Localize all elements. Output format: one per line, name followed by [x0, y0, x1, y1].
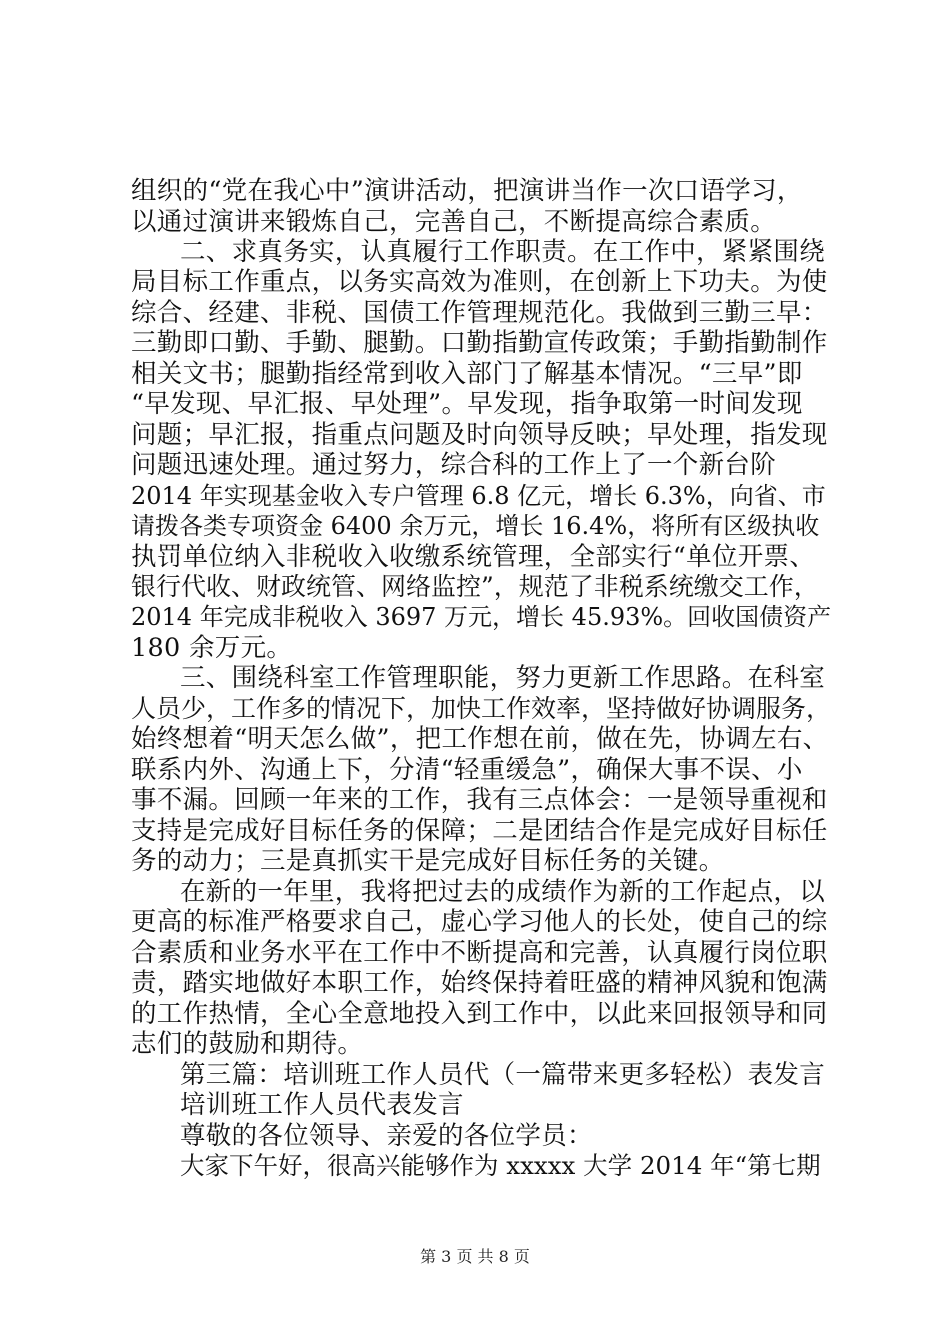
- text-line: 银行代收、财政统管、网络监控”，规范了非税系统缴交工作，: [131, 572, 819, 601]
- text-line: 二、求真务实，认真履行工作职责。在工作中，紧紧围绕: [180, 237, 826, 267]
- text-line: 2014 年实现基金收入专户管理 6.8 亿元，增长 6.3%，向省、市: [131, 482, 826, 510]
- text-line: 务的动力；三是真抓实干是完成好目标任务的关键。: [131, 846, 725, 876]
- text-line: “早发现、早汇报、早处理”。早发现，指争取第一时间发现: [131, 389, 803, 419]
- text-line: 问题迅速处理。通过努力，综合科的工作上了一个新台阶: [131, 450, 777, 480]
- text-line: 2014 年完成非税收入 3697 万元，增长 45.93%。回收国债资产: [131, 603, 832, 631]
- text-line: 志们的鼓励和期待。: [131, 1029, 364, 1059]
- text-line: 180 余万元。: [131, 633, 293, 663]
- section-heading: 第三篇：培训班工作人员代（一篇带来更多轻松）表发言: [180, 1060, 826, 1090]
- text-line: 三勤即口勤、手勤、腿勤。口勤指勤宣传政策；手勤指勤制作: [131, 328, 828, 358]
- text-line: 执罚单位纳入非税收入收缴系统管理，全部实行“单位开票、: [131, 542, 816, 572]
- text-line: 局目标工作重点，以务实高效为准则，在创新上下功夫。为使: [131, 267, 828, 297]
- text-line: 更高的标准严格要求自己，虚心学习他人的长处，使自己的综: [131, 907, 828, 937]
- text-line: 的工作热情，全心全意地投入到工作中，以此来回报领导和同: [131, 999, 828, 1029]
- speech-title: 培训班工作人员代表发言: [180, 1090, 464, 1120]
- text-line: 合素质和业务水平在工作中不断提高和完善，认真履行岗位职: [131, 938, 828, 968]
- text-line: 相关文书；腿勤指经常到收入部门了解基本情况。“三早”即: [131, 359, 803, 389]
- text-line: 以通过演讲来锻炼自己，完善自己，不断提高综合素质。: [131, 207, 777, 237]
- text-line: 请拨各类专项资金 6400 余万元，增长 16.4%，将所有区级执收: [131, 512, 820, 540]
- text-line: 事不漏。回顾一年来的工作，我有三点体会：一是领导重视和: [131, 785, 828, 815]
- text-line: 支持是完成好目标任务的保障；二是团结合作是完成好目标任: [131, 816, 828, 846]
- text-line: 人员少，工作多的情况下，加快工作效率，坚持做好协调服务，: [131, 694, 832, 723]
- text-line: 组织的“党在我心中”演讲活动，把演讲当作一次口语学习，: [131, 176, 803, 206]
- text-line: 始终想着“明天怎么做”，把工作想在前，做在先，协调左右、: [131, 724, 829, 754]
- text-line: 责，踏实地做好本职工作，始终保持着旺盛的精神风貌和饱满: [131, 968, 828, 998]
- salutation: 尊敬的各位领导、亲爱的各位学员：: [180, 1121, 593, 1151]
- text-line: 在新的一年里，我将把过去的成绩作为新的工作起点，以: [180, 877, 826, 907]
- text-line: 三、围绕科室工作管理职能，努力更新工作思路。在科室: [180, 663, 826, 693]
- page-footer: 第 3 页 共 8 页: [420, 1247, 530, 1266]
- text-line: 联系内外、沟通上下，分清“轻重缓急”，确保大事不误、小: [131, 755, 803, 785]
- text-line: 大家下午好，很高兴能够作为 xxxxx 大学 2014 年“第七期: [180, 1151, 821, 1180]
- text-line: 综合、经建、非税、国债工作管理规范化。我做到三勤三早：: [131, 298, 828, 328]
- text-line: 问题；早汇报，指重点问题及时向领导反映；早处理，指发现: [131, 420, 828, 450]
